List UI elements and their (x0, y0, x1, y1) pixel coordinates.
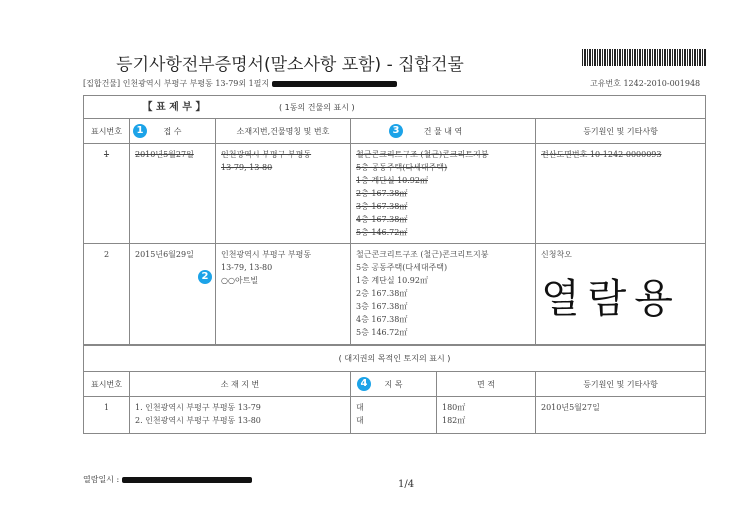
document-tables (83, 95, 705, 434)
header-land-type (351, 372, 437, 397)
type-line: 대 (356, 416, 364, 425)
detail-line: 1층 계단실 10.92㎡ (356, 276, 428, 285)
table-row (84, 244, 706, 345)
row-no: 1 (84, 144, 130, 244)
unique-number: 고유번호 1242-2010-001948 (590, 79, 701, 88)
row-address (130, 397, 351, 434)
header-no: 표시번호 (84, 119, 130, 144)
header-address: 소재지번,건물명칭 및 번호 (216, 119, 351, 144)
table-row (84, 144, 706, 244)
addr-line: 13-79, 13-80 (221, 163, 273, 172)
row-area (437, 397, 536, 434)
row-cause: 2010년5월27일 (536, 397, 706, 434)
row-date-text: 2015년6월29일 (135, 250, 194, 259)
header-building-details-label: 건 물 내 역 (423, 126, 463, 136)
row-date: 2010년5월27일 (130, 144, 216, 244)
detail-line: 철근콘크리트구조 (철근)콘크리트지붕 (356, 150, 489, 159)
land-section-table (83, 345, 706, 434)
detail-line: 2층 167.38㎡ (356, 189, 408, 198)
addr-line: 2. 인천광역시 부평구 부평동 13-80 (135, 416, 261, 425)
header-receipt (130, 119, 216, 144)
redaction (272, 81, 397, 87)
area-line: 180㎡ (442, 403, 466, 412)
detail-line: 2층 167.38㎡ (356, 289, 408, 298)
barcode (582, 49, 707, 66)
badge-4: 4 (357, 377, 371, 391)
header-receipt-label: 접 수 (163, 126, 182, 136)
row-no: 1 (84, 397, 130, 434)
watermark: 열람용 (541, 276, 681, 322)
row-address (216, 244, 351, 345)
property-address-header (83, 78, 397, 89)
header-address: 소 재 지 번 (130, 372, 351, 397)
row-address (216, 144, 351, 244)
detail-line: 5층 146.72㎡ (356, 328, 408, 337)
redaction (122, 477, 252, 483)
addr-line: 인천광역시 부평구 부평동 (221, 250, 312, 259)
section-title: 【 표 제 부 】 (142, 101, 206, 113)
section-subtitle: ( 1동의 건물의 표시 ) (279, 102, 355, 112)
detail-line: 4층 167.38㎡ (356, 215, 408, 224)
row-no: 2 (84, 244, 130, 345)
row-details (351, 244, 536, 345)
footer-label: 열람일시 : (83, 475, 120, 484)
row-date (130, 244, 216, 345)
type-line: 대 (356, 403, 364, 412)
row-cause: 전산도면번호 10-1242-0000093 (536, 144, 706, 244)
table-row (84, 397, 706, 434)
header-no: 표시번호 (84, 372, 130, 397)
row-details (351, 144, 536, 244)
addr-line: ○○아트빌 (221, 276, 259, 285)
header-area: 면 적 (437, 372, 536, 397)
addr-line: 13-79, 13-80 (221, 263, 273, 272)
header-cause: 등기원인 및 기타사항 (536, 119, 706, 144)
section-header (84, 96, 706, 119)
addr-line: 인천광역시 부평구 부평동 (221, 150, 312, 159)
detail-line: 4층 167.38㎡ (356, 315, 408, 324)
addr-line: 1. 인천광역시 부평구 부평동 13-79 (135, 403, 261, 412)
header-building-details (351, 119, 536, 144)
row-land-type (351, 397, 437, 434)
detail-line: 5층 공동주택(다세대주택) (356, 263, 448, 272)
title-section-table (83, 95, 706, 345)
address-text: [집합건물] 인천광역시 부평구 부평동 13-79외 1필지 (83, 79, 270, 88)
area-line: 182㎡ (442, 416, 466, 425)
detail-line: 5층 146.72㎡ (356, 228, 408, 237)
detail-line: 3층 167.38㎡ (356, 202, 408, 211)
view-datetime (83, 474, 252, 485)
badge-3: 3 (389, 124, 403, 138)
badge-1: 1 (133, 124, 147, 138)
header-land-type-label: 지 목 (384, 379, 403, 389)
detail-line: 1층 계단실 10.92㎡ (356, 176, 428, 185)
row-cause (536, 244, 706, 345)
detail-line: 5층 공동주택(다세대주택) (356, 163, 448, 172)
detail-line: 3층 167.38㎡ (356, 302, 408, 311)
detail-line: 철근콘크리트구조 (철근)콘크리트지붕 (356, 250, 489, 259)
header-cause: 등기원인 및 기타사항 (536, 372, 706, 397)
land-section-title: ( 대지권의 목적인 토지의 표시 ) (84, 346, 706, 372)
page-number: 1/4 (398, 479, 415, 490)
badge-2: 2 (198, 270, 212, 284)
row-cause-text: 신청착오 (541, 250, 572, 259)
document-title: 등기사항전부증명서(말소사항 포함) - 집합건물 (116, 55, 464, 75)
